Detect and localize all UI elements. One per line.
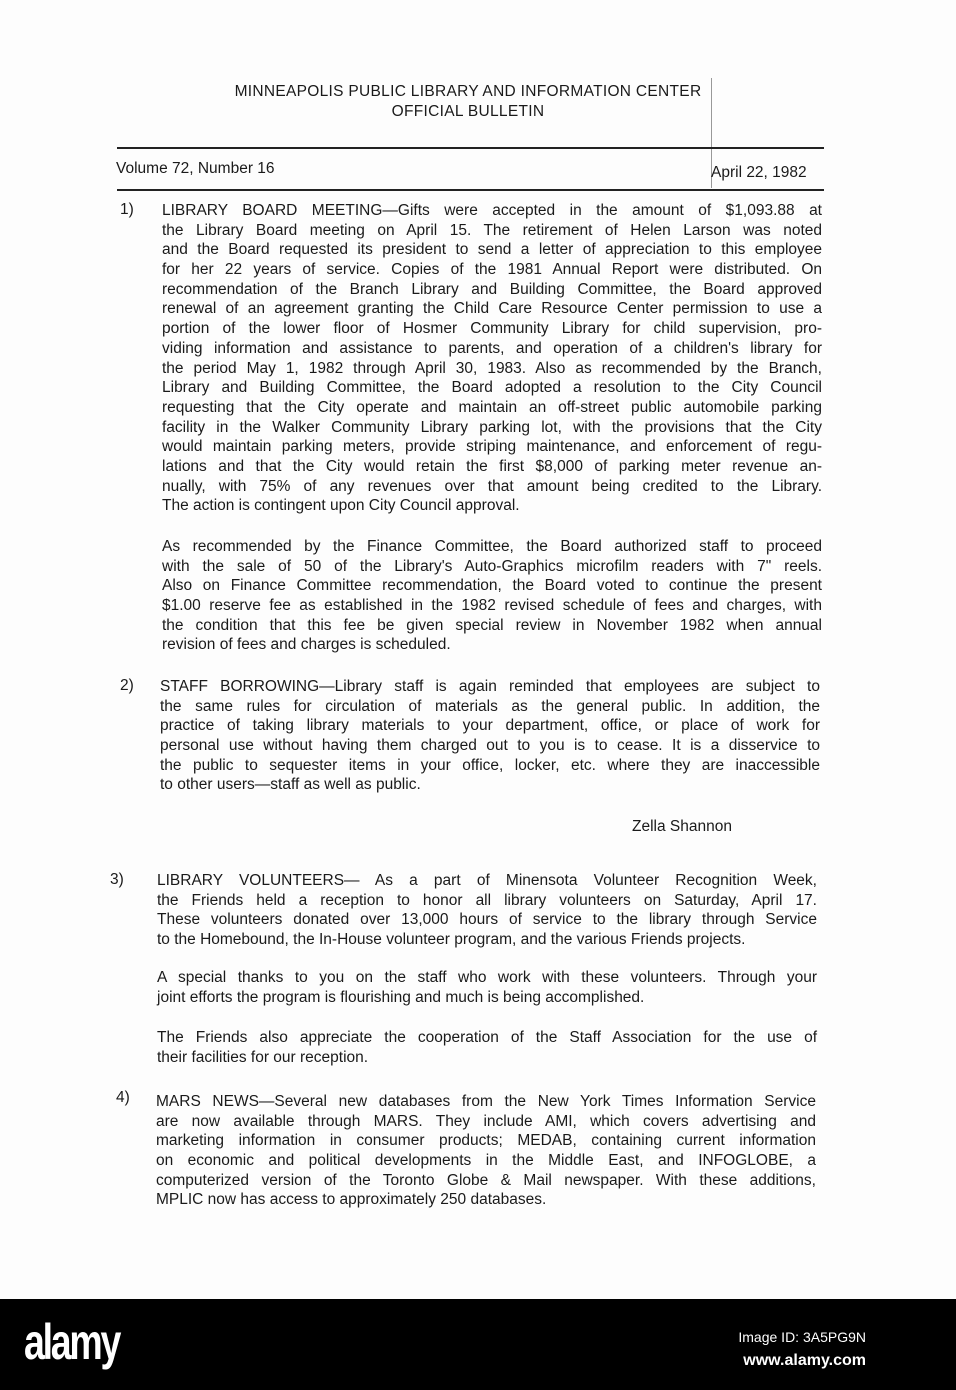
text-line-content: practice of taking library materials to your department, office, or place of work for bbox=[160, 717, 820, 735]
text-line-content: LIBRARY BOARD MEETING—Gifts were accepted in the amount of $1,093.88 at bbox=[162, 202, 822, 219]
text-line-content: are now available through MARS. They include AMI, which covers advertising and bbox=[156, 1112, 816, 1130]
text-line bbox=[162, 437, 822, 457]
text-line bbox=[157, 930, 817, 950]
text-line-content: the condition that this fee be given special review in November 1982 when annual bbox=[162, 616, 822, 634]
item-paragraph bbox=[162, 537, 822, 655]
text-line bbox=[162, 221, 822, 241]
text-line-content: with the sale of 50 of the Library's Auto-Graphics microfilm readers with 7" reels. bbox=[162, 557, 822, 575]
text-line bbox=[162, 616, 822, 636]
item-paragraph bbox=[162, 201, 822, 516]
text-line-content: lations and that the City would retain the first $8,000 of parking meter revenue an- bbox=[162, 457, 822, 475]
text-line-content: computerized version of the Toronto Globe & Mail newspaper. With these additions, bbox=[156, 1171, 816, 1189]
signature: Zella Shannon bbox=[632, 818, 732, 835]
text-line-content: The action is contingent upon City Council approval. bbox=[162, 497, 520, 515]
item-paragraph bbox=[157, 871, 817, 950]
text-line-content: LIBRARY VOLUNTEERS— As a part of Minensota Volunteer Recognition Week, bbox=[157, 872, 817, 889]
text-line bbox=[156, 1190, 816, 1210]
text-line bbox=[160, 716, 820, 736]
text-line bbox=[160, 697, 820, 717]
header-rule-top bbox=[117, 147, 824, 149]
item-paragraph bbox=[156, 1092, 816, 1210]
text-line-content: renewal of an agreement granting the Child Care Resource Center permission to use a bbox=[162, 300, 822, 318]
text-line bbox=[162, 418, 822, 438]
text-line-content: marketing information in consumer products; MEDAB, containing current information bbox=[156, 1132, 816, 1150]
text-line bbox=[157, 1048, 817, 1068]
text-line bbox=[162, 359, 822, 379]
text-line-content: the same rules for circulation of materials as the general public. In addition, the bbox=[160, 697, 820, 715]
text-line-content: their facilities for our reception. bbox=[157, 1048, 369, 1066]
text-line bbox=[156, 1151, 816, 1171]
text-line-content: MARS NEWS—Several new databases from the New York Times Information Service bbox=[156, 1093, 816, 1110]
text-line-content: recommendation of the Branch Library and Building Committee, the Board approved bbox=[162, 280, 822, 298]
item-paragraph bbox=[160, 677, 820, 795]
bulletin-title: MINNEAPOLIS PUBLIC LIBRARY AND INFORMATION CENTER bbox=[234, 83, 702, 100]
text-line bbox=[162, 557, 822, 577]
text-line bbox=[162, 496, 822, 516]
text-line bbox=[162, 457, 822, 477]
text-line bbox=[160, 736, 820, 756]
item-paragraph bbox=[157, 968, 817, 1007]
text-line-content: on economic and political developments in the Middle East, and INFOGLOBE, a bbox=[156, 1152, 816, 1170]
text-line-content: the Library Board meeting on April 15. The retirement of Helen Larson was noted bbox=[162, 221, 822, 239]
text-line bbox=[157, 988, 817, 1008]
text-line-content: portion of the lower floor of Hosmer Community Library for child supervision, pro- bbox=[162, 320, 822, 338]
text-line-content: revision of fees and charges is scheduled. bbox=[162, 636, 451, 654]
item-number: 4) bbox=[116, 1089, 130, 1106]
text-line bbox=[162, 201, 822, 221]
watermark-info bbox=[738, 1325, 866, 1373]
text-line bbox=[162, 299, 822, 319]
text-line-content: Also on Finance Committee recommendation, the Board voted to continue the present bbox=[162, 577, 822, 595]
text-line bbox=[157, 871, 817, 891]
text-line bbox=[157, 968, 817, 988]
volume-number: Volume 72, Number 16 bbox=[116, 160, 275, 177]
text-line-content: would maintain parking meters, provide striping maintenance, and enforcement of regu- bbox=[162, 438, 822, 456]
text-line bbox=[157, 910, 817, 930]
text-line bbox=[160, 756, 820, 776]
text-line bbox=[162, 260, 822, 280]
text-line bbox=[157, 891, 817, 911]
issue-date: April 22, 1982 bbox=[711, 164, 807, 181]
watermark-url: www.alamy.com bbox=[743, 1352, 866, 1369]
text-line-content: These volunteers donated over 13,000 hours of service to the library through Service bbox=[157, 911, 817, 929]
text-line-content: to the Homebound, the In-House volunteer program, and the various Friends projects. bbox=[157, 931, 746, 949]
header-rule-bottom bbox=[117, 189, 824, 191]
text-line-content: to other users—staff as well as public. bbox=[160, 776, 421, 794]
text-line bbox=[162, 576, 822, 596]
text-line bbox=[162, 240, 822, 260]
text-line bbox=[162, 398, 822, 418]
text-line-content: and the Board requested its president to send a letter of appreciation to this employee bbox=[162, 241, 822, 259]
text-line bbox=[162, 537, 822, 557]
text-line-content: for her 22 years of service. Copies of the 1981 Annual Report were distributed. On bbox=[162, 261, 822, 279]
text-line-content: requesting that the City operate and maintain an off-street public automobile parking bbox=[162, 398, 822, 416]
text-line bbox=[162, 477, 822, 497]
text-line-content: The Friends also appreciate the cooperation of the Staff Association for the use of bbox=[157, 1029, 817, 1046]
text-line-content: facility in the Walker Community Library parking lot, with the provisions that the City bbox=[162, 418, 822, 436]
text-line-content: the public to sequester items in your office, locker, etc. where they are inaccessible bbox=[160, 756, 820, 774]
text-line bbox=[162, 280, 822, 300]
alamy-logo: alamy bbox=[24, 1314, 120, 1370]
text-line-content: the Friends held a reception to honor all library volunteers on Saturday, April 17. bbox=[157, 891, 817, 909]
item-number: 1) bbox=[120, 201, 134, 218]
text-line bbox=[157, 1028, 817, 1048]
text-line-content: joint efforts the program is flourishing and much is being accomplished. bbox=[157, 988, 645, 1006]
watermark-bar bbox=[0, 1299, 956, 1390]
text-line bbox=[162, 635, 822, 655]
text-line bbox=[162, 339, 822, 359]
text-line-content: MPLIC now has access to approximately 250 databases. bbox=[156, 1191, 547, 1209]
text-line bbox=[160, 775, 820, 795]
text-line-content: A special thanks to you on the staff who work with these volunteers. Through your bbox=[157, 969, 817, 986]
text-line-content: the period May 1, 1982 through April 30, 1983. Also as recommended by the Branch, bbox=[162, 359, 822, 377]
text-line-content: STAFF BORROWING—Library staff is again reminded that employees are subject to bbox=[160, 678, 820, 695]
text-line-content: Library and Building Committee, the Board adopted a resolution to the City Council bbox=[162, 379, 822, 397]
text-line bbox=[162, 596, 822, 616]
text-line bbox=[160, 677, 820, 697]
text-line-content: $1.00 reserve fee as established in the 1982 revised schedule of fees and charges, with bbox=[162, 597, 822, 615]
item-number: 2) bbox=[120, 677, 134, 694]
text-line-content: As recommended by the Finance Committee, the Board authorized staff to proceed bbox=[162, 538, 822, 555]
item-paragraph bbox=[157, 1028, 817, 1067]
text-line-content: personal use without having them charged out to you is to cease. It is a disservice to bbox=[160, 737, 820, 755]
text-line-content: nually, with 75% of any revenues over that amount being credited to the Library. bbox=[162, 477, 822, 495]
text-line-content: viding information and assistance to parents, and operation of a children's library for bbox=[162, 339, 822, 357]
text-line bbox=[162, 378, 822, 398]
text-line bbox=[156, 1171, 816, 1191]
image-id: Image ID: 3A5PG9N bbox=[738, 1329, 866, 1345]
text-line bbox=[156, 1112, 816, 1132]
bulletin-subtitle: OFFICIAL BULLETIN bbox=[391, 103, 545, 120]
text-line bbox=[156, 1092, 816, 1112]
text-line bbox=[156, 1131, 816, 1151]
text-line bbox=[162, 319, 822, 339]
item-number: 3) bbox=[110, 871, 124, 888]
